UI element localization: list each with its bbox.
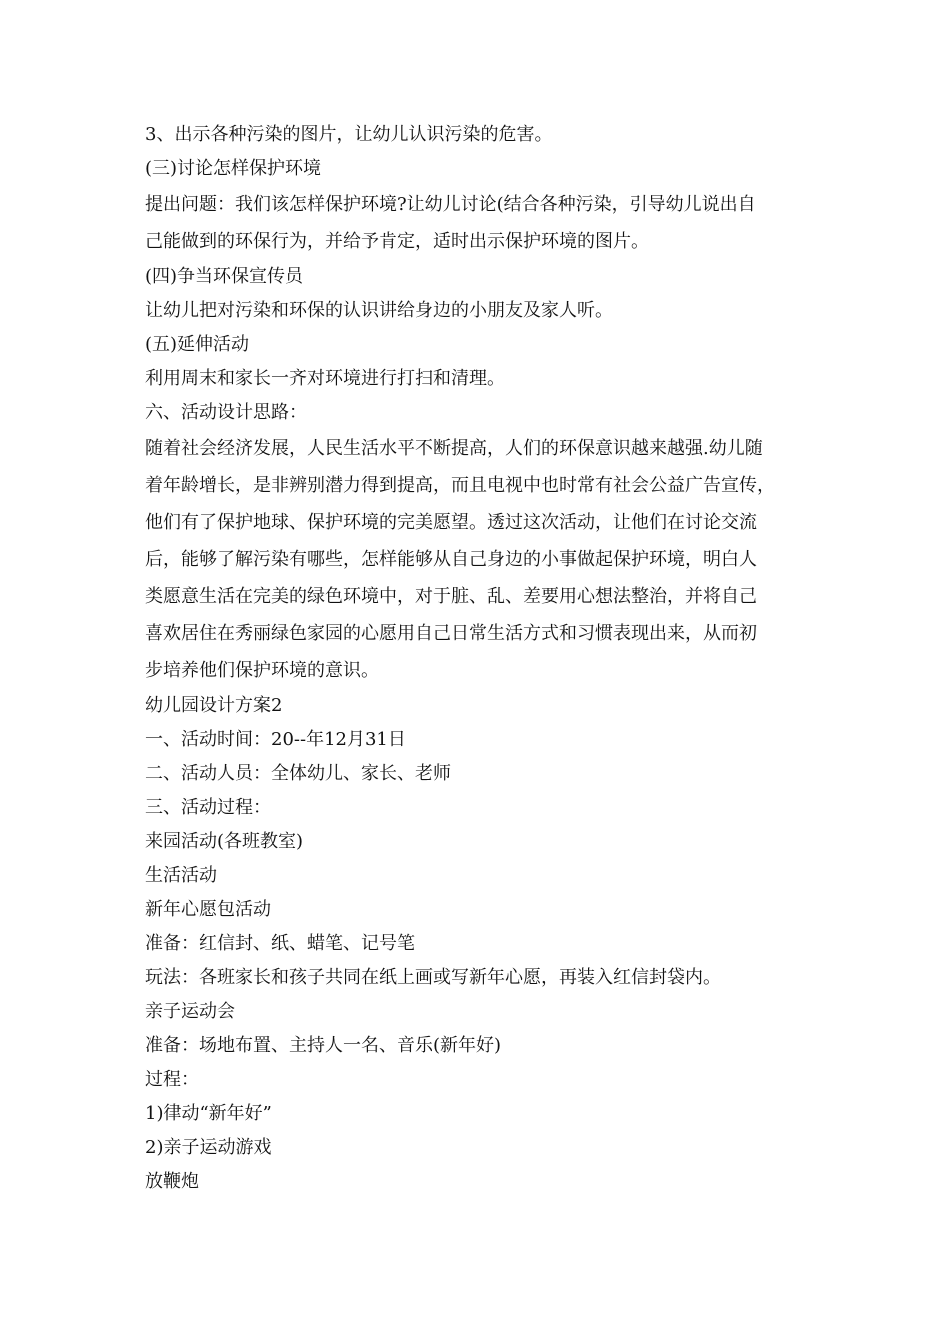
text-line: 过程： — [145, 1069, 199, 1090]
section-heading: (五)延伸活动 — [145, 334, 250, 355]
text-line: 2)亲子运动游戏 — [145, 1137, 272, 1158]
text-line: 准备：红信封、纸、蜡笔、记号笔 — [145, 933, 415, 954]
text-line: 一、活动时间：20--年12月31日 — [145, 729, 406, 750]
text-line: 后，能够了解污染有哪些，怎样能够从自己身边的小事做起保护环境，明白人 — [145, 549, 757, 570]
section-heading: 六、活动设计思路： — [145, 402, 307, 423]
text-line: 来园活动(各班教室) — [145, 831, 304, 852]
text-line: 随着社会经济发展，人民生活水平不断提高，人们的环保意识越来越强.幼儿随 — [145, 438, 763, 459]
document-title: 幼儿园设计方案2 — [145, 695, 283, 716]
section-heading: (四)争当环保宣传员 — [145, 266, 304, 287]
text-line: 准备：场地布置、主持人一名、音乐(新年好) — [145, 1035, 502, 1056]
text-line: 他们有了保护地球、保护环境的完美愿望。透过这次活动，让他们在讨论交流 — [145, 512, 757, 533]
text-line: 类愿意生活在完美的绿色环境中，对于脏、乱、差要用心想法整治，并将自己 — [145, 586, 757, 607]
text-line: 利用周末和家长一齐对环境进行打扫和清理。 — [145, 368, 505, 389]
text-line: 放鞭炮 — [145, 1171, 199, 1192]
text-line: 己能做到的环保行为，并给予肯定，适时出示保护环境的图片。 — [145, 231, 649, 252]
text-line: 玩法：各班家长和孩子共同在纸上画或写新年心愿，再装入红信封袋内。 — [145, 967, 721, 988]
text-line: 着年龄增长，是非辨别潜力得到提高，而且电视中也时常有社会公益广告宣传， — [145, 475, 775, 496]
text-line: 亲子运动会 — [145, 1001, 235, 1022]
text-line: 步培养他们保护环境的意识。 — [145, 660, 379, 681]
text-line: 提出问题：我们该怎样保护环境?让幼儿讨论(结合各种污染，引导幼儿说出自 — [145, 194, 756, 215]
text-line: 二、活动人员：全体幼儿、家长、老师 — [145, 763, 451, 784]
section-heading: 三、活动过程： — [145, 797, 271, 818]
text-line: 新年心愿包活动 — [145, 899, 271, 920]
text-line: 让幼儿把对污染和环保的认识讲给身边的小朋友及家人听。 — [145, 300, 613, 321]
section-heading: (三)讨论怎样保护环境 — [145, 158, 322, 179]
text-line: 3、出示各种污染的图片，让幼儿认识污染的危害。 — [145, 124, 553, 145]
document-body — [145, 118, 825, 1199]
text-line: 喜欢居住在秀丽绿色家园的心愿用自己日常生活方式和习惯表现出来，从而初 — [145, 623, 757, 644]
text-line: 生活活动 — [145, 865, 217, 886]
text-line: 1)律动“新年好” — [145, 1103, 272, 1124]
